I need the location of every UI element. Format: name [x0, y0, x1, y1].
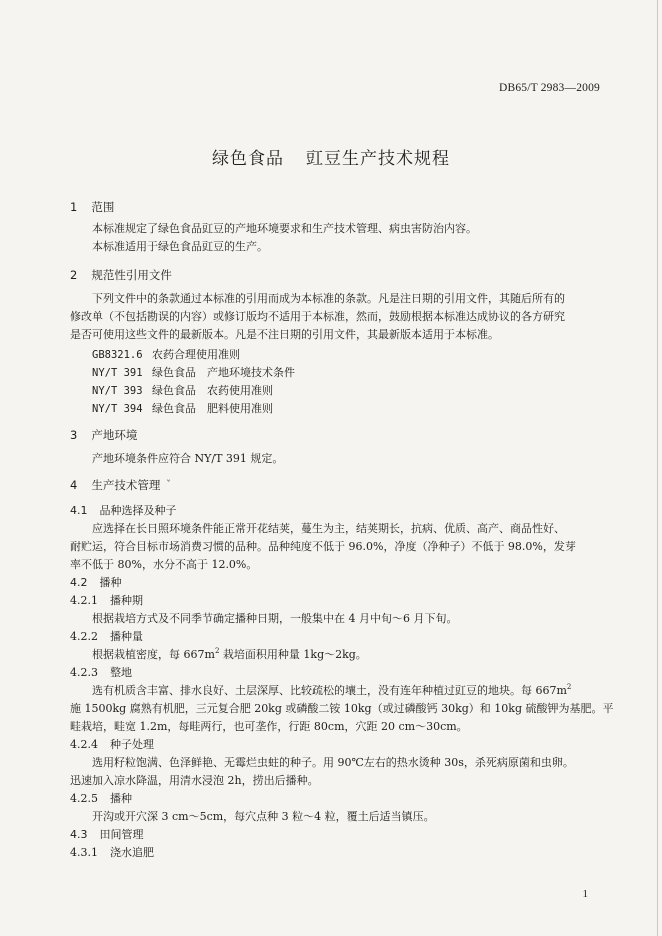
title-part-1: 绿色食品	[212, 149, 284, 169]
subsection-title: 播种	[99, 576, 122, 589]
reference-entry	[92, 348, 240, 362]
reference-title: 绿色食品 产地环境技术条件	[152, 366, 295, 379]
clause-number: 4.2.2	[70, 630, 98, 643]
paragraph-line	[92, 684, 571, 698]
clause-title: 种子处理	[110, 738, 154, 751]
standard-number: DB65/T 2983—2009	[498, 82, 600, 94]
subsection-number: 4.1	[70, 504, 88, 517]
clause-title: 浇水追肥	[110, 846, 154, 859]
paragraph-line: 本标准规定了绿色食品豇豆的产地环境要求和生产技术管理、病虫害防治内容。	[92, 222, 477, 235]
section-number: 1	[70, 200, 78, 214]
paragraph-line: 下列文件中的条款通过本标准的引用而成为本标准的条款。凡是注日期的引用文件，其随后所有的	[92, 292, 565, 305]
clause-number: 4.2.3	[70, 666, 98, 679]
paragraph-line: 畦栽培，畦宽 1.2m，每畦两行，也可垄作，行距 80cm，穴距 20 cm～30cm。	[70, 720, 468, 733]
clause-number: 4.2.1	[70, 594, 98, 607]
reference-entry	[92, 366, 295, 380]
subsection-number: 4.2	[70, 576, 88, 589]
reference-title: 绿色食品 农药使用准则	[152, 384, 273, 397]
subsection-heading	[70, 504, 177, 518]
section-number: 3	[70, 428, 78, 442]
section-title: 生产技术管理	[91, 478, 161, 492]
superscript: 2	[214, 647, 220, 655]
paragraph-line: 应选择在长日照环境条件能正常开花结荚，蔓生为主，结荚期长，抗病、优质、高产、商品性好、	[92, 522, 565, 535]
subsection-number: 4.3	[70, 828, 88, 841]
paragraph-line: 根据栽培方式及不同季节确定播种日期，一般集中在 4 月中旬～6 月下旬。	[92, 612, 458, 625]
subsection-title: 品种选择及种子	[99, 504, 177, 517]
clause-title: 整地	[110, 666, 132, 679]
paragraph-line: 是否可使用这些文件的最新版本。凡是不注日期的引用文件，其最新版本适用于本标准。	[70, 328, 499, 341]
section-heading	[70, 478, 160, 492]
reference-code: NY/T 391	[92, 367, 143, 379]
paragraph-line: 耐贮运，符合目标市场消费习惯的品种。品种纯度不低于 96.0%，净度（净种子）不低于 98.0%，发芽	[70, 540, 576, 553]
paragraph-line: 本标准适用于绿色食品豇豆的生产。	[92, 240, 268, 253]
document-title	[0, 144, 662, 169]
clause-heading	[70, 630, 143, 644]
subsection-heading	[70, 576, 122, 590]
reference-code: GB8321.6	[92, 349, 143, 361]
section-heading	[70, 428, 137, 442]
section-title: 规范性引用文件	[91, 268, 172, 282]
reference-title: 农药合理使用准则	[152, 348, 240, 361]
paragraph-line: 施 1500kg 腐熟有机肥，三元复合肥 20kg 或磷酸二铵 10kg（或过磷酸钙 30kg）和 10kg 硫酸钾为基肥。平	[70, 702, 614, 715]
clause-number: 4.2.5	[70, 792, 98, 805]
paragraph-line	[92, 648, 367, 662]
clause-title: 播种	[110, 792, 132, 805]
paragraph-line: 开沟或开穴深 3 cm～5cm，每穴点种 3 粒～4 粒，覆土后适当镇压。	[92, 810, 435, 823]
paragraph-line: 迅速加入凉水降温，用清水浸泡 2h，捞出后播种。	[70, 774, 319, 787]
subsection-title: 田间管理	[99, 828, 144, 841]
page-edge	[657, 0, 658, 936]
section-heading	[70, 268, 172, 282]
clause-heading	[70, 846, 154, 860]
clause-heading	[70, 738, 154, 752]
reference-title: 绿色食品 肥料使用准则	[152, 402, 273, 415]
reference-code: NY/T 394	[92, 403, 143, 415]
section-number: 2	[70, 268, 78, 282]
clause-heading	[70, 594, 143, 608]
clause-number: 4.2.4	[70, 738, 98, 751]
section-title: 范围	[91, 200, 115, 214]
reference-code: NY/T 393	[92, 385, 143, 397]
title-part-2: 豇豆生产技术规程	[306, 149, 450, 169]
clause-heading	[70, 792, 132, 806]
line-text: 根据栽植密度，每 667m	[92, 648, 215, 661]
section-title: 产地环境	[91, 428, 138, 442]
section-number: 4	[70, 478, 78, 492]
line-text-after: 栽培面积用种量 1kg～2kg。	[219, 648, 367, 661]
clause-heading	[70, 666, 132, 680]
paragraph-line: 产地环境条件应符合 NY/T 391 规定。	[92, 452, 284, 465]
superscript: 2	[566, 683, 572, 691]
reference-entry	[92, 384, 273, 398]
reference-entry	[92, 402, 273, 416]
clause-title: 播种量	[110, 630, 143, 643]
paragraph-line: 率不低于 80%，水分不高于 12.0%。	[70, 558, 258, 571]
page-number: 1	[582, 888, 588, 900]
stray-mark: ˇ	[166, 480, 171, 491]
clause-number: 4.3.1	[70, 846, 98, 859]
clause-title: 播种期	[110, 594, 143, 607]
subsection-heading	[70, 828, 144, 842]
section-heading	[70, 200, 114, 214]
line-text: 选有机质含丰富、排水良好、土层深厚、比较疏松的壤土，没有连年种植过豇豆的地块。每 667m	[92, 684, 567, 697]
paragraph-line: 选用籽粒饱满、色泽鲜艳、无霉烂虫蛀的种子。用 90℃左右的热水烫种 30s，杀死病原菌和虫卵。	[92, 756, 574, 769]
paragraph-line: 修改单（不包括勘误的内容）或修订版均不适用于本标准，然而，鼓励根据本标准达成协议的各方研究	[70, 310, 565, 323]
